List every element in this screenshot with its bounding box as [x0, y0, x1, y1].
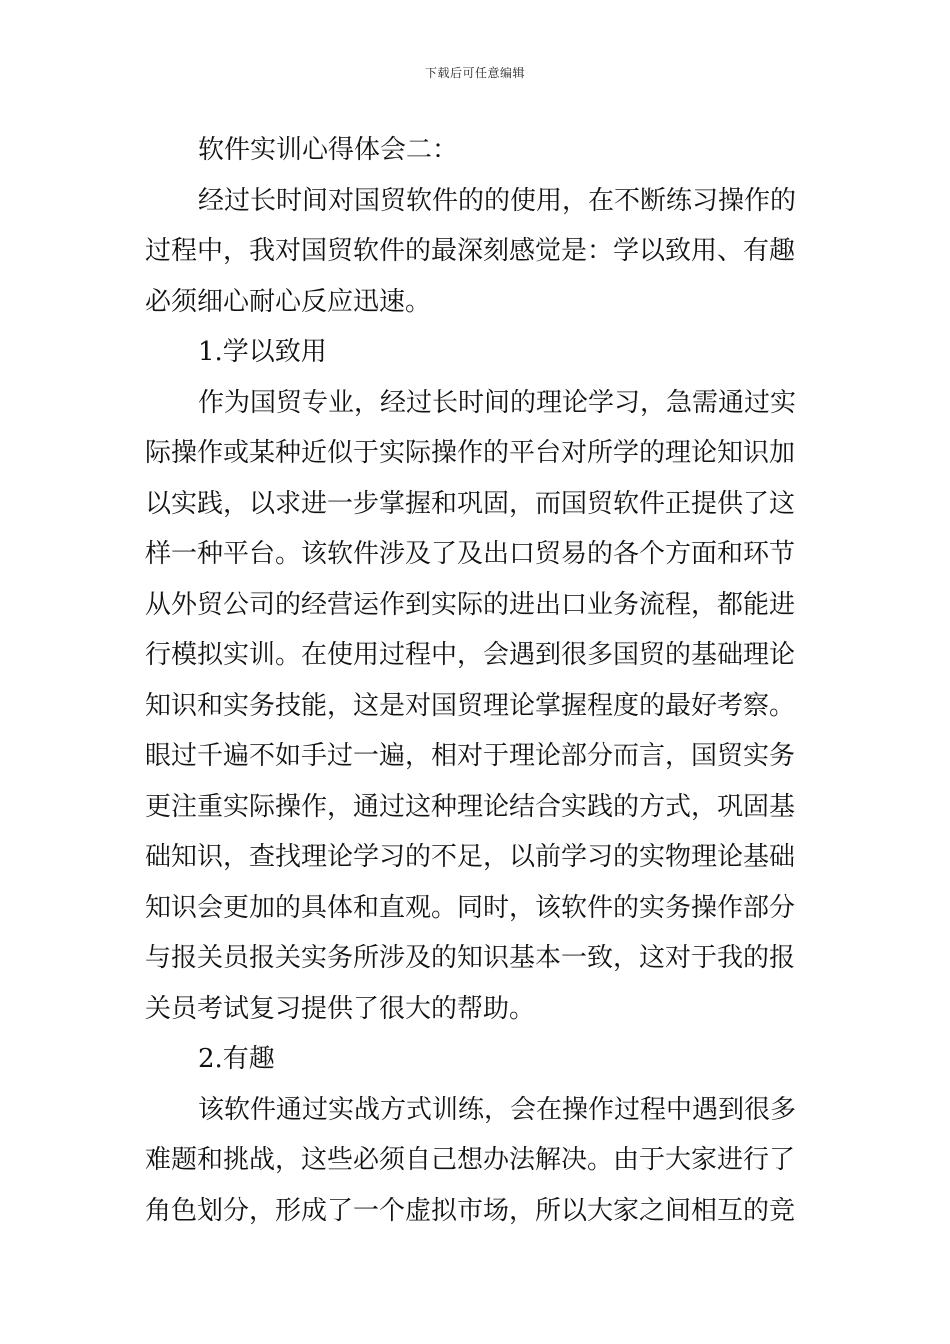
paragraph-line: 以实践，以求进一步掌握和巩固，而国贸软件正提供了这 [145, 488, 796, 519]
paragraph-line: 必须细心耐心反应迅速。 [145, 286, 432, 317]
paragraph-line: 经过长时间对国贸软件的的使用，在不断练习操作的 [198, 185, 797, 216]
section-heading: 2.有趣 [198, 1044, 275, 1074]
paragraph-line: 知识会更加的具体和直观。同时，该软件的实务操作部分 [145, 892, 796, 923]
paragraph-line: 该软件通过实战方式训练，会在操作过程中遇到很多 [198, 1094, 797, 1125]
paragraph-line: 眼过千遍不如手过一遍，相对于理论部分而言，国贸实务 [145, 741, 796, 771]
paragraph-line: 际操作或某种近似于实际操作的平台对所学的理论知识加 [145, 438, 796, 468]
document-body [145, 125, 805, 1236]
section-heading: 1.学以致用 [198, 337, 327, 367]
paragraph-line: 样一种平台。该软件涉及了及出口贸易的各个方面和环节 [145, 539, 796, 569]
paragraph-line: 关员考试复习提供了很大的帮助。 [145, 993, 536, 1024]
paragraph-line: 从外贸公司的经营运作到实际的进出口业务流程，都能进 [145, 589, 796, 620]
paragraph-line: 行模拟实训。在使用过程中，会遇到很多国贸的基础理论 [145, 640, 796, 670]
paragraph-line: 更注重实际操作，通过这种理论结合实践的方式，巩固基 [145, 791, 796, 822]
header-note: 下载后可任意编辑 [424, 66, 525, 80]
paragraph-line: 难题和挑战，这些必须自己想办法解决。由于大家进行了 [145, 1145, 796, 1175]
paragraph-line: 角色划分，形成了一个虚拟市场，所以大家之间相互的竞 [145, 1195, 796, 1226]
paragraph-line: 过程中，我对国贸软件的最深刻感觉是：学以致用、有趣 [145, 236, 796, 266]
paragraph-line: 与报关员报关实务所涉及的知识基本一致，这对于我的报 [145, 943, 796, 973]
paragraph-line: 知识和实务技能，这是对国贸理论掌握程度的最好考察。 [145, 690, 796, 721]
paragraph-line: 础知识，查找理论学习的不足，以前学习的实物理论基础 [145, 842, 796, 872]
paragraph-line: 作为国贸专业，经过长时间的理论学习，急需通过实 [198, 387, 797, 418]
document-title: 软件实训心得体会二： [198, 135, 459, 165]
